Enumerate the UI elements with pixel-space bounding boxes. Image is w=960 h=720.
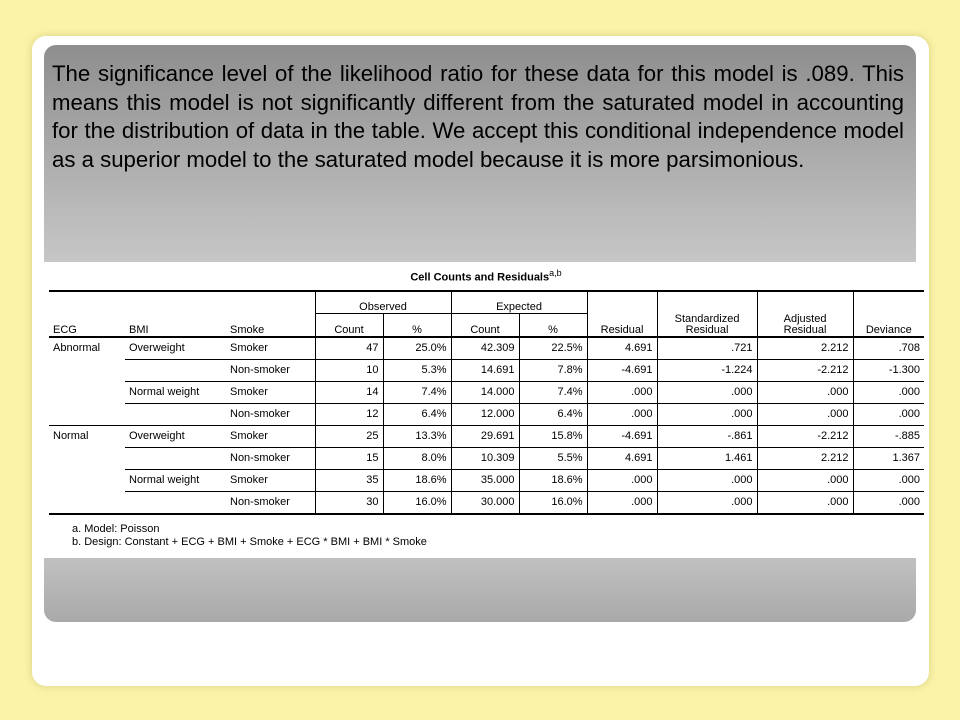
cell-expected-percent: 16.0% bbox=[519, 491, 587, 514]
cell-observed-count: 35 bbox=[315, 469, 383, 491]
cell-expected-count: 35.000 bbox=[451, 469, 519, 491]
cell-observed-count: 47 bbox=[315, 337, 383, 360]
cell-ecg bbox=[49, 469, 125, 491]
cell-observed-count: 14 bbox=[315, 381, 383, 403]
cell-observed-percent: 16.0% bbox=[383, 491, 451, 514]
cell-ecg bbox=[49, 381, 125, 403]
cell-standardized-residual: .000 bbox=[657, 381, 757, 403]
header-smoke: Smoke bbox=[226, 314, 315, 337]
cell-expected-count: 14.000 bbox=[451, 381, 519, 403]
header-deviance: Deviance bbox=[853, 314, 924, 337]
cell-deviance: .000 bbox=[853, 491, 924, 514]
footnote-a: a. Model: Poisson bbox=[72, 523, 160, 535]
cell-expected-count: 10.309 bbox=[451, 447, 519, 469]
cell-expected-percent: 18.6% bbox=[519, 469, 587, 491]
cell-deviance: -.885 bbox=[853, 425, 924, 447]
header-blank bbox=[587, 291, 657, 314]
cell-bmi bbox=[125, 403, 226, 425]
cell-expected-percent: 6.4% bbox=[519, 403, 587, 425]
cell-residual: .000 bbox=[587, 469, 657, 491]
cell-residual: 4.691 bbox=[587, 337, 657, 360]
cell-expected-percent: 15.8% bbox=[519, 425, 587, 447]
cell-adjusted-residual: .000 bbox=[757, 469, 853, 491]
cell-deviance: .000 bbox=[853, 381, 924, 403]
cell-smoke: Non-smoker bbox=[230, 364, 290, 376]
table-row bbox=[49, 381, 924, 403]
cell-adjusted-residual: -2.212 bbox=[757, 425, 853, 447]
cell-ecg bbox=[49, 403, 125, 425]
cell-observed-percent: 8.0% bbox=[383, 447, 451, 469]
cell-adjusted-residual: .000 bbox=[757, 403, 853, 425]
cell-bmi bbox=[125, 491, 226, 514]
header-adjusted-line2: Residual bbox=[783, 323, 827, 336]
cell-standardized-residual: -.861 bbox=[657, 425, 757, 447]
cell-observed-percent: 13.3% bbox=[383, 425, 451, 447]
header-standardized-residual bbox=[657, 314, 757, 337]
header-blank bbox=[49, 291, 315, 314]
cell-expected-percent: 22.5% bbox=[519, 337, 587, 360]
cell-observed-count: 12 bbox=[315, 403, 383, 425]
table-row bbox=[49, 447, 924, 469]
cell-observed-percent: 18.6% bbox=[383, 469, 451, 491]
cell-expected-percent: 7.8% bbox=[519, 359, 587, 381]
cell-smoke: Smoker bbox=[226, 469, 315, 491]
cell-smoke: Smoker bbox=[226, 425, 315, 447]
cell-residual: -4.691 bbox=[587, 359, 657, 381]
cell-observed-percent: 7.4% bbox=[383, 381, 451, 403]
table-title-text: Cell Counts and Residuals bbox=[410, 271, 550, 284]
header-expected-percent: % bbox=[519, 314, 587, 337]
header-bmi: BMI bbox=[125, 314, 226, 337]
cell-adjusted-residual: .000 bbox=[757, 381, 853, 403]
cell-standardized-residual: -1.224 bbox=[657, 359, 757, 381]
cell-bmi: Overweight bbox=[125, 337, 226, 360]
cell-expected-count: 29.691 bbox=[451, 425, 519, 447]
header-blank bbox=[853, 291, 924, 314]
header-observed: Observed bbox=[315, 291, 451, 314]
cell-expected-percent: 7.4% bbox=[519, 381, 587, 403]
cell-standardized-residual: .721 bbox=[657, 337, 757, 360]
footnote-b: b. Design: Constant + ECG + BMI + Smoke + ECG * BMI + BMI * Smoke bbox=[72, 536, 427, 548]
cell-observed-count: 30 bbox=[315, 491, 383, 514]
cell-residual: 4.691 bbox=[587, 447, 657, 469]
header-standardized-line1: Standardized bbox=[674, 313, 740, 325]
cell-observed-percent: 5.3% bbox=[383, 359, 451, 381]
cell-ecg bbox=[49, 359, 125, 381]
cell-residual: .000 bbox=[587, 491, 657, 514]
cell-observed-count: 15 bbox=[315, 447, 383, 469]
cell-standardized-residual: .000 bbox=[657, 491, 757, 514]
cell-bmi bbox=[125, 447, 226, 469]
cell-bmi: Normal weight bbox=[125, 469, 226, 491]
cell-adjusted-residual: 2.212 bbox=[757, 447, 853, 469]
cell-residual: -4.691 bbox=[587, 425, 657, 447]
cell-expected-percent: 5.5% bbox=[519, 447, 587, 469]
cell-observed-percent: 25.0% bbox=[383, 337, 451, 360]
cell-counts-table bbox=[49, 290, 924, 515]
cell-deviance: .708 bbox=[853, 337, 924, 360]
cell-deviance: .000 bbox=[853, 469, 924, 491]
cell-standardized-residual: .000 bbox=[657, 403, 757, 425]
cell-standardized-residual: 1.461 bbox=[657, 447, 757, 469]
table-row bbox=[49, 403, 924, 425]
table-row bbox=[49, 425, 924, 447]
cell-counts-table-image bbox=[44, 262, 924, 558]
cell-expected-count: 14.691 bbox=[451, 359, 519, 381]
cell-smoke: Smoker bbox=[226, 381, 315, 403]
header-expected-count: Count bbox=[451, 314, 519, 337]
cell-bmi bbox=[125, 359, 226, 381]
cell-deviance: .000 bbox=[853, 403, 924, 425]
cell-smoke: Non-smoker bbox=[226, 491, 315, 514]
header-blank bbox=[657, 291, 757, 314]
cell-residual: .000 bbox=[587, 381, 657, 403]
cell-ecg: Abnormal bbox=[53, 342, 101, 355]
cell-expected-count: 42.309 bbox=[451, 337, 519, 360]
header-residual: Residual bbox=[587, 314, 657, 337]
header-ecg: ECG bbox=[49, 314, 125, 337]
table-row bbox=[49, 337, 924, 360]
cell-ecg: Normal bbox=[49, 425, 125, 447]
header-standardized-line2: Residual bbox=[685, 323, 729, 336]
table-row bbox=[49, 491, 924, 514]
cell-deviance: -1.300 bbox=[853, 359, 924, 381]
cell-adjusted-residual: .000 bbox=[757, 491, 853, 514]
table-footnotes bbox=[72, 523, 427, 549]
cell-smoke: Non-smoker bbox=[230, 452, 290, 464]
cell-adjusted-residual: -2.212 bbox=[757, 359, 853, 381]
header-blank bbox=[757, 291, 853, 314]
cell-adjusted-residual: 2.212 bbox=[757, 337, 853, 360]
cell-observed-percent: 6.4% bbox=[383, 403, 451, 425]
cell-residual: .000 bbox=[587, 403, 657, 425]
cell-ecg bbox=[49, 491, 125, 514]
table-title bbox=[44, 268, 928, 284]
header-adjusted-residual bbox=[757, 314, 853, 337]
cell-deviance: 1.367 bbox=[853, 447, 924, 469]
table-row bbox=[49, 469, 924, 491]
cell-ecg bbox=[49, 447, 125, 469]
cell-bmi: Normal weight bbox=[125, 381, 226, 403]
header-expected: Expected bbox=[451, 291, 587, 314]
cell-standardized-residual: .000 bbox=[657, 469, 757, 491]
header-adjusted-line1: Adjusted bbox=[783, 313, 827, 325]
cell-observed-count: 25 bbox=[315, 425, 383, 447]
table-row bbox=[49, 359, 924, 381]
cell-expected-count: 30.000 bbox=[451, 491, 519, 514]
explanation-paragraph: The significance level of the likelihood ratio for these data for this model is .089. This means this model is not significantly different from the saturated model in accounting for the distribution of data in the table. We accept this conditional independence model as a superior model to the saturated model because it is more parsimonious. bbox=[52, 61, 904, 172]
header-observed-percent: % bbox=[383, 314, 451, 337]
table-title-footnote-marks: a,b bbox=[549, 268, 562, 278]
header-observed-count: Count bbox=[315, 314, 383, 337]
cell-expected-count: 12.000 bbox=[451, 403, 519, 425]
cell-smoke: Smoker bbox=[226, 337, 315, 360]
cell-bmi: Overweight bbox=[125, 425, 226, 447]
cell-observed-count: 10 bbox=[315, 359, 383, 381]
cell-smoke: Non-smoker bbox=[230, 408, 290, 420]
